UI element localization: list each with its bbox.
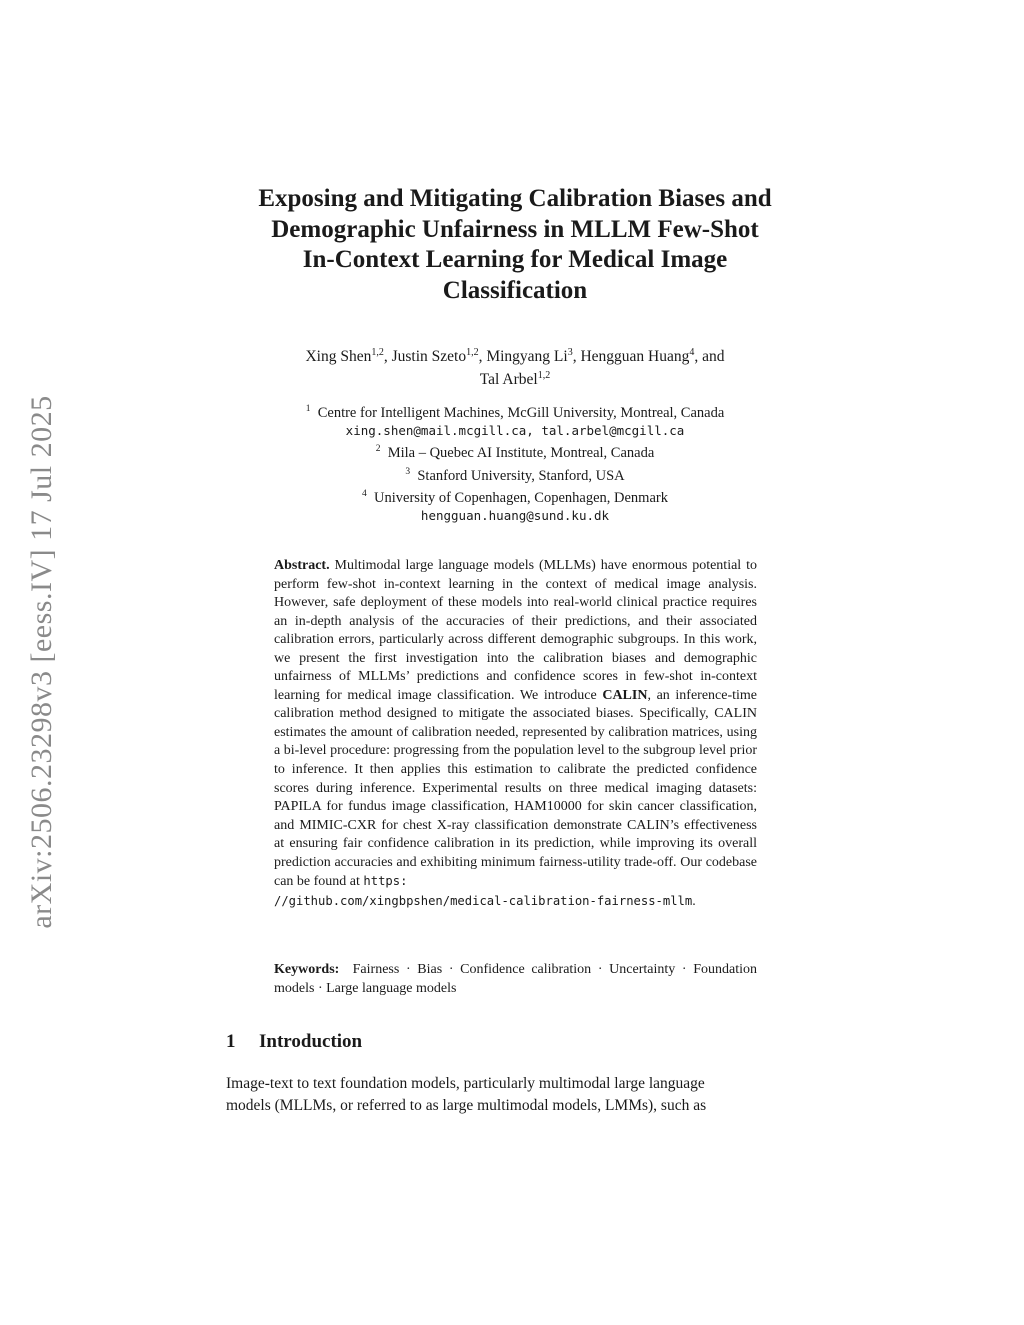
keywords [274,961,757,998]
section-heading [226,1031,362,1053]
author-affil-mark: 1,2 [537,370,551,382]
arxiv-identifier-stamp: arXiv:2506.23298v3 [eess.IV] 17 Jul 2025 [25,395,58,929]
affiliation-list [215,400,815,525]
affiliation-text: University of Copenhagen, Copenhagen, Denmark [374,489,668,506]
affiliation-number: 3 [405,466,411,477]
author-name: Xing Shen [305,348,372,366]
section-title: Introduction [259,1031,363,1052]
abstract [274,557,757,911]
affiliation-line [215,485,815,507]
paper-title [215,184,815,306]
affiliation-number: 2 [375,444,381,455]
codebase-link[interactable]: //github.com/xingbpshen/medical-calibration-fairness-mllm [274,893,693,908]
intro-paragraph [226,1073,806,1116]
author-affil-mark: 1,2 [371,347,384,358]
affiliation-line [215,400,815,422]
title-line: Demographic Unfairness in MLLM Few-Shot [271,215,759,243]
abstract-text: Multimodal large language models (MLLMs) have enormous potential to perform few-shot in-context learning in the context of medical image analysis. However, safe deployment of these models into real-world clinical practice requires an in-depth analysis of the accuracies of their predictions, and their associated calibration errors, particularly across different demographic subgroups. In this work, we present the first investigation into the calibration biases and demographic unfairness of MLLMs’ predictions and confidence scores in few-shot in-context learning for medical image classification. We introduce [274,558,757,703]
author-conjunction: and [702,348,725,366]
affiliation-email: hengguan.huang@sund.ku.dk [420,507,610,523]
affiliation-line [215,440,815,462]
abstract-text: . [692,893,696,909]
method-name: CALIN [602,687,648,703]
title-line: In-Context Learning for Medical Image [302,246,728,273]
affiliation-number: 1 [305,404,311,414]
section-number: 1 [226,1031,236,1052]
author-affil-mark: 1,2 [466,347,479,358]
affiliation-text: Stanford University, Stanford, USA [417,467,625,484]
body-text-line: Image-text to text foundation models, particularly multimodal large language [226,1075,705,1092]
affiliation-text: Centre for Intelligent Machines, McGill University, Montreal, Canada [317,404,725,421]
affiliation-number: 4 [362,488,367,499]
author-name: Justin Szeto [391,348,467,366]
title-line: Exposing and Mitigating Calibration Biases and [258,185,772,212]
affiliation-email: xing.shen@mail.mcgill.ca, tal.arbel@mcgill.ca [345,423,685,439]
affiliation-line [215,463,815,485]
affiliation-text: Mila – Quebec AI Institute, Montreal, Canada [387,445,655,462]
codebase-link[interactable]: https: [363,874,408,889]
author-affil-mark: 4 [689,347,695,358]
abstract-text: , an inference-time calibration method designed to mitigate the associated biases. Specifically, CALIN estimates the amount of calibration needed, represented by calibration matrices, using a bi-level procedure: progressing from the population level to the subgroup level prior to inference. It then applies this estimation to calibrate the predicted confidence scores during inference. Experimental results on three medical imaging datasets: PAPILA for fundus image classification, HAM10000 for skin cancer classification, and MIMIC-CXR for chest X-ray classification demonstrate CALIN’s effectiveness at ensuring fair confidence calibration in its prediction, while improving its overall prediction accuracies and exhibiting minimum fairness-utility trade-off. Our codebase can be found at [274,687,758,890]
body-text-line: models (MLLMs, or referred to as large multimodal models, LMMs), such as [226,1096,707,1114]
keywords-label: Keywords: [274,962,340,977]
title-line: Classification [442,276,588,304]
abstract-label: Abstract. [274,558,330,573]
author-list: Xing Shen$^{1,2}$, Justin Szeto$^{1,2}$, Mingyang Li$^3$, Hengguan Huang$^4$, and Tal Arbel$^{1,2}$ [305,347,725,389]
keywords-text: Fairness · Bias · Confidence calibration · Uncertainty · Foundation models · Large language models [274,962,757,996]
author-name: Mingyang Li [486,348,568,366]
author-affil-mark: 3 [567,347,573,358]
author-name: Tal Arbel [479,371,538,389]
author-name: Hengguan Huang [580,348,690,366]
